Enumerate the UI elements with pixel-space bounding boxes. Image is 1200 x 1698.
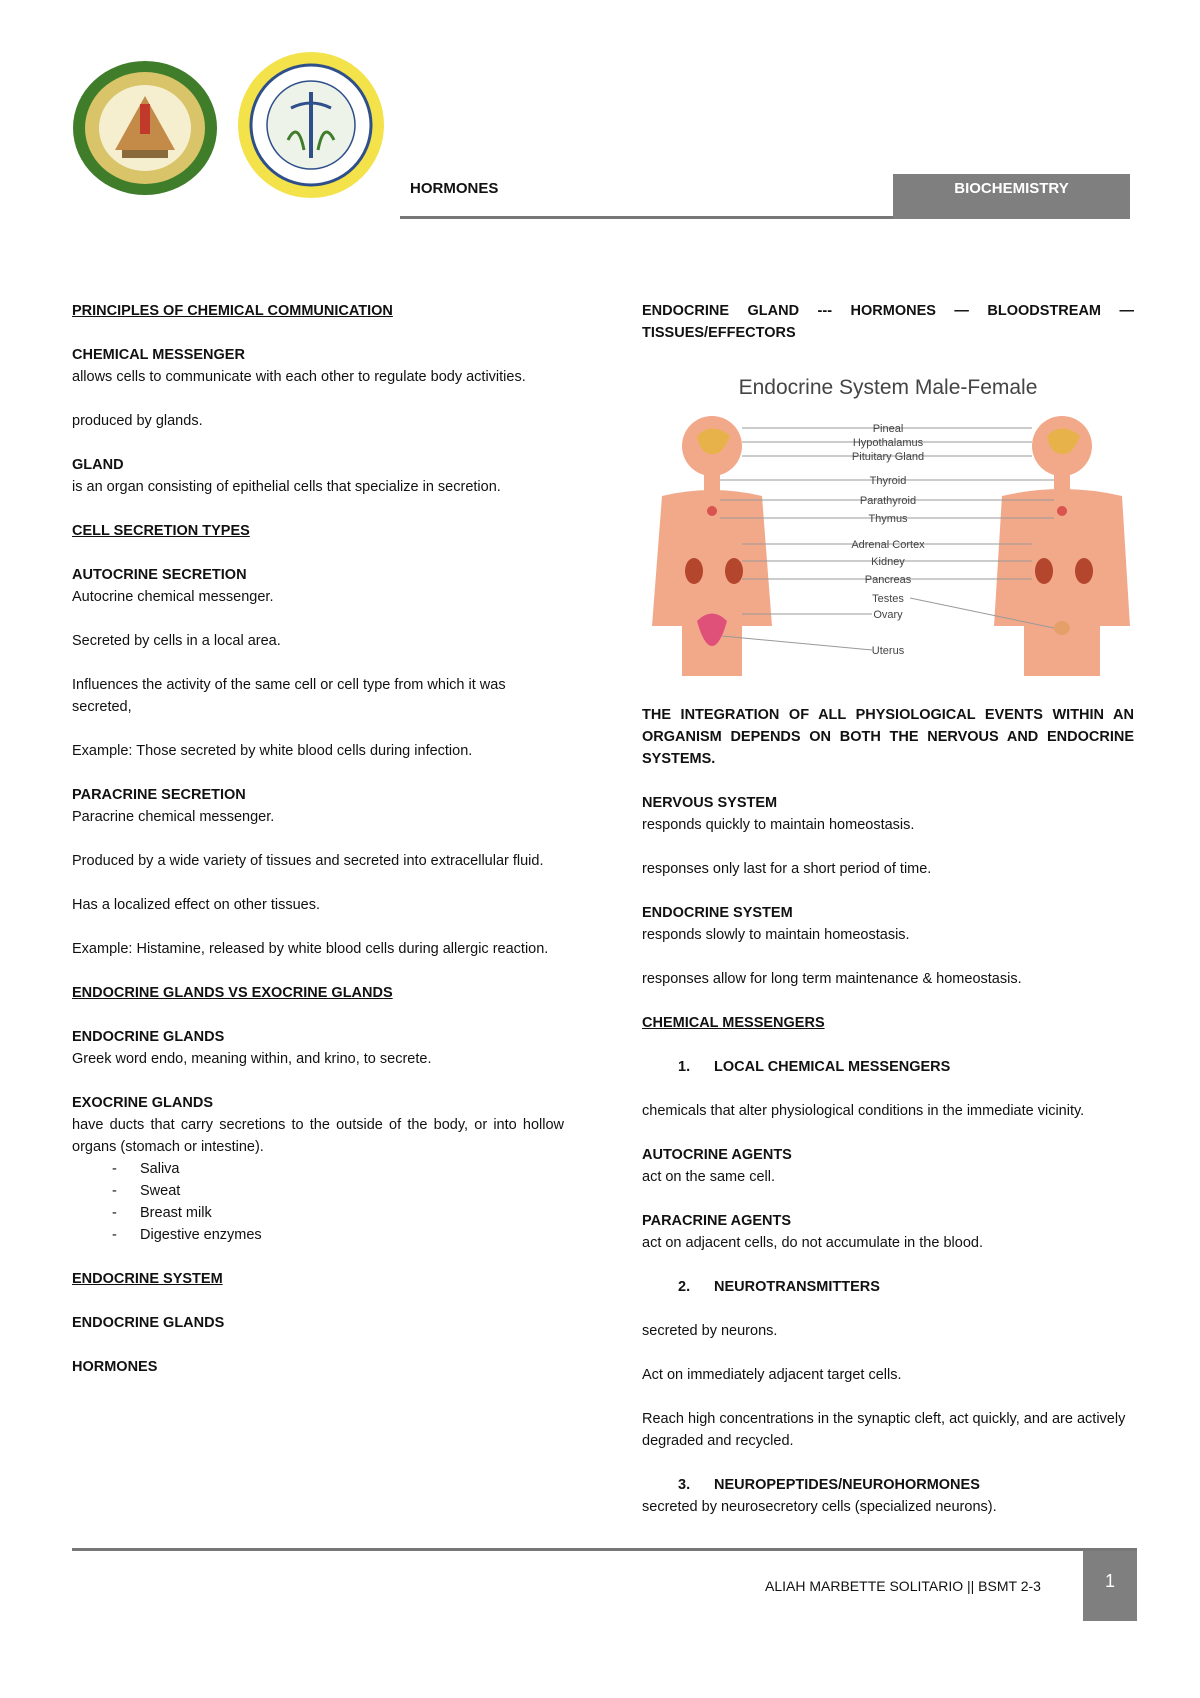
figure-title: Endocrine System Male-Female	[738, 376, 1038, 399]
figure-label: Thymus	[868, 513, 908, 525]
nervous-point-2: responses only last for a short period of time.	[642, 861, 932, 877]
figure-label: Hypothalamus	[852, 437, 924, 449]
local-messenger-point-1: chemicals that alter physiological conditions in the immediate vicinity.	[642, 1103, 1085, 1119]
numbered-heading-1: 1. LOCAL CHEMICAL MESSENGERS	[678, 1059, 951, 1075]
heading-paracrine-secretion: PARACRINE SECRETION	[72, 787, 246, 803]
paracrine-point-2: Produced by a wide variety of tissues and secreted into extracellular fluid.	[72, 853, 544, 869]
endocrine-point-2: responses allow for long term maintenance & homeostasis.	[642, 971, 1022, 987]
heading-paracrine-agents: PARACRINE AGENTS	[642, 1213, 792, 1229]
figure-label: Kidney	[871, 556, 905, 568]
nervous-point-1: responds quickly to maintain homeostasis.	[642, 817, 915, 833]
footer-divider	[72, 1548, 1137, 1551]
endocrine-system-point-2: HORMONES	[72, 1359, 158, 1375]
heading-endocrine-system: ENDOCRINE SYSTEM	[72, 1271, 223, 1287]
right-column	[642, 300, 1134, 1540]
figure-label: Testes	[872, 593, 904, 605]
heading-nervous-system: NERVOUS SYSTEM	[642, 795, 778, 811]
heading-cell-secretion-types: CELL SECRETION TYPES	[72, 523, 250, 539]
neurotransmitter-point-1: secreted by neurons.	[642, 1323, 778, 1339]
figure-label: Uterus	[871, 645, 905, 657]
paracrine-point-4: Example: Histamine, released by white blood cells during allergic reaction.	[72, 941, 549, 957]
autocrine-point-1: Autocrine chemical messenger.	[72, 589, 274, 605]
endocrine-flow: ENDOCRINE GLAND --- HORMONES — BLOODSTREAM — TISSUES/EFFECTORS	[642, 303, 1134, 341]
chemical-messenger-point-2: produced by glands.	[72, 413, 203, 429]
figure-label: Ovary	[873, 609, 903, 621]
university-seal-logo	[70, 58, 220, 198]
integration-statement: THE INTEGRATION OF ALL PHYSIOLOGICAL EVENTS WITHIN AN ORGANISM DEPENDS ON BOTH THE NERVOUS AND ENDOCRINE SYSTEMS.	[642, 707, 1134, 767]
heading-endocrine-vs-exocrine: ENDOCRINE GLANDS VS EXOCRINE GLANDS	[72, 985, 393, 1001]
list-item: - Breast milk	[112, 1205, 212, 1221]
list-item: - Digestive enzymes	[112, 1227, 262, 1243]
figure-label: Pineal	[872, 423, 904, 435]
left-column	[72, 300, 564, 1400]
exocrine-examples-list	[72, 1158, 564, 1246]
gland-point-1: is an organ consisting of epithelial cells that specialize in secretion.	[72, 479, 501, 495]
heading-gland: GLAND	[72, 457, 124, 473]
heading-endocrine-glands: ENDOCRINE GLANDS	[72, 1029, 225, 1045]
autocrine-point-3a: Influences the activity of the same cell or cell type from which it was	[72, 677, 506, 693]
heading-autocrine-secretion: AUTOCRINE SECRETION	[72, 567, 247, 583]
male-figure	[994, 416, 1130, 676]
figure-label: Adrenal Cortex	[851, 539, 925, 551]
heading-chemical-messengers: CHEMICAL MESSENGERS	[642, 1015, 825, 1031]
neuropeptide-point-1: secreted by neurosecretory cells (specialized neurons).	[642, 1499, 997, 1515]
figure-label: Parathyroid	[859, 495, 917, 507]
figure-label: Thyroid	[869, 475, 907, 487]
college-seal-logo	[236, 50, 386, 200]
chemical-messenger-point-1: allows cells to communicate with each other to regulate body activities.	[72, 369, 526, 385]
autocrine-point-4: Example: Those secreted by white blood cells during infection.	[72, 743, 473, 759]
paracrine-point-1: Paracrine chemical messenger.	[72, 809, 275, 825]
document-title: HORMONES	[410, 180, 499, 197]
subject-badge: BIOCHEMISTRY	[893, 174, 1130, 219]
exocrine-glands-point-1: have ducts that carry secretions to the outside of the body, or into hollow organs (stomach or intestine).	[72, 1117, 564, 1155]
endocrine-point-1: responds slowly to maintain homeostasis.	[642, 927, 910, 943]
list-item: - Sweat	[112, 1183, 181, 1199]
heading-endocrine-system-right: ENDOCRINE SYSTEM	[642, 905, 793, 921]
endocrine-system-figure	[642, 366, 1134, 686]
endocrine-system-point-1: ENDOCRINE GLANDS	[72, 1315, 225, 1331]
paracrine-point-3: Has a localized effect on other tissues.	[72, 897, 320, 913]
endocrine-glands-point-1: Greek word endo, meaning within, and krino, to secrete.	[72, 1051, 432, 1067]
page-number: 1	[1083, 1551, 1137, 1621]
footer-author: ALIAH MARBETTE SOLITARIO || BSMT 2-3	[765, 1578, 1041, 1594]
figure-label: Pancreas	[864, 574, 912, 586]
numbered-heading-2: 2. NEUROTRANSMITTERS	[678, 1279, 880, 1295]
autocrine-agents-point-1: act on the same cell.	[642, 1169, 775, 1185]
heading-autocrine-agents: AUTOCRINE AGENTS	[642, 1147, 792, 1163]
heading-principles: PRINCIPLES OF CHEMICAL COMMUNICATION	[72, 303, 393, 319]
numbered-heading-3: 3. NEUROPEPTIDES/NEUROHORMONES	[678, 1477, 980, 1493]
neurotransmitter-point-3: Reach high concentrations in the synaptic cleft, act quickly, and are actively degraded and recycled.	[642, 1411, 1126, 1449]
paracrine-agents-point-1: act on adjacent cells, do not accumulate in the blood.	[642, 1235, 983, 1251]
autocrine-point-3b: secreted,	[72, 699, 132, 715]
list-item: - Saliva	[112, 1161, 180, 1177]
figure-label: Pituitary Gland	[851, 451, 925, 463]
heading-chemical-messenger: CHEMICAL MESSENGER	[72, 347, 245, 363]
heading-exocrine-glands: EXOCRINE GLANDS	[72, 1095, 213, 1111]
autocrine-point-2: Secreted by cells in a local area.	[72, 633, 281, 649]
neurotransmitter-point-2: Act on immediately adjacent target cells.	[642, 1367, 902, 1383]
